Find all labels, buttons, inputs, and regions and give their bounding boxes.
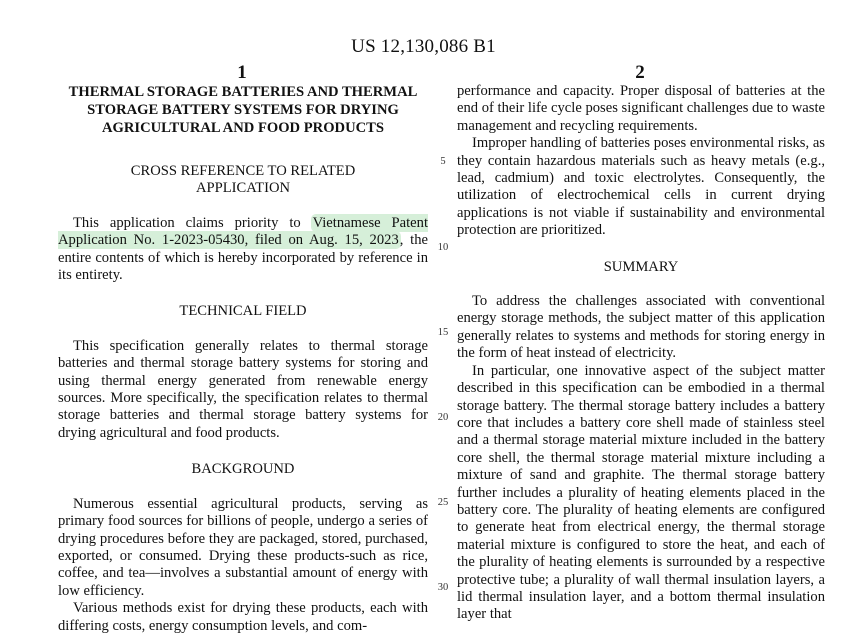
- right-paragraph-2: Improper handling of batteries poses environmental risks, as they contain hazardous materials such as heavy metals (e.g., lead, cadmium) and toxic electrolytes. Consequently, the utilization of electrochemical cells in current drying applications is not viable if sustainability and environmental protection are prioritized.: [457, 135, 825, 239]
- cross-reference-text-start: This application claims priority to: [73, 214, 312, 231]
- line-number: 30: [437, 582, 449, 593]
- background-heading: BACKGROUND: [191, 461, 295, 478]
- summary-heading: SUMMARY: [603, 258, 679, 275]
- column-number-left: 1: [237, 62, 247, 83]
- right-column: [457, 83, 825, 624]
- cross-reference-heading: CROSS REFERENCE TO RELATED APPLICATION: [130, 163, 356, 197]
- line-number: 20: [437, 412, 449, 423]
- patent-number: US 12,130,086 B1: [351, 36, 496, 57]
- summary-paragraph-1: To address the challenges associated with conventional energy storage methods, the subject matter of this application generally relates to systems and methods for storing energy in the form of heat instead of electricity.: [457, 293, 825, 362]
- line-number: 25: [437, 497, 449, 508]
- cross-reference-text-end: , the entire contents of which is hereby incorporated by reference in its entirety.: [58, 232, 428, 284]
- line-number: 15: [437, 327, 449, 338]
- line-number: 10: [437, 242, 449, 253]
- column-number-right: 2: [635, 62, 645, 83]
- right-paragraph-1: performance and capacity. Proper disposal of batteries at the end of their life cycle poses significant challenges due to waste management and recycling requirements.: [457, 83, 825, 134]
- left-column: [58, 83, 428, 635]
- summary-paragraph-2: In particular, one innovative aspect of the subject matter described in this specification can be embodied in a thermal storage battery. The thermal storage battery includes a battery core that includes a battery core shell made of stainless steel and a thermal storage material mixture included in the battery core shell, the thermal storage material mixture including a mixture of sand and graphite. The thermal storage battery further includes a plurality of heating elements placed in the battery core. The plurality of heating elements are configured to generate heat from electrical energy, the thermal storage material mixture is configured to store the heat, and each of the plurality of heating elements is surrounded by a respective protective tube; a plurality of wall thermal insulation layers, a lid thermal insulation layer, and a bottom thermal insulation layer that: [457, 362, 825, 623]
- background-paragraph-1: Numerous essential agricultural products, serving as primary food sources for billions of people, undergo a series of drying procedures before they are packaged, stored, purchased, exported, or consumed. Drying these products-such as rice, coffee, and tea—involves a substantial amount of energy with low efficiency.: [58, 495, 428, 599]
- technical-field-paragraph: This specification generally relates to thermal storage batteries and thermal storage battery systems for storing and using thermal energy generated from renewable energy sources. More specifically, the specification relates to thermal storage batteries and thermal storage battery systems for drying agricultural and food products.: [58, 337, 428, 441]
- highlighted-priority-application[interactable]: Vietnamese Patent Application No. 1-2023-05430, filed on Aug. 15, 2023: [58, 214, 428, 249]
- line-number: 5: [440, 156, 446, 167]
- technical-field-heading: TECHNICAL FIELD: [179, 303, 307, 320]
- cross-reference-paragraph: [58, 215, 428, 285]
- patent-title: THERMAL STORAGE BATTERIES AND THERMAL STORAGE BATTERY SYSTEMS FOR DRYING AGRICULTURAL AND FOOD PRODUCTS: [68, 84, 418, 136]
- background-paragraph-2: Various methods exist for drying these products, each with differing costs, energy consumption levels, and com-: [58, 600, 428, 634]
